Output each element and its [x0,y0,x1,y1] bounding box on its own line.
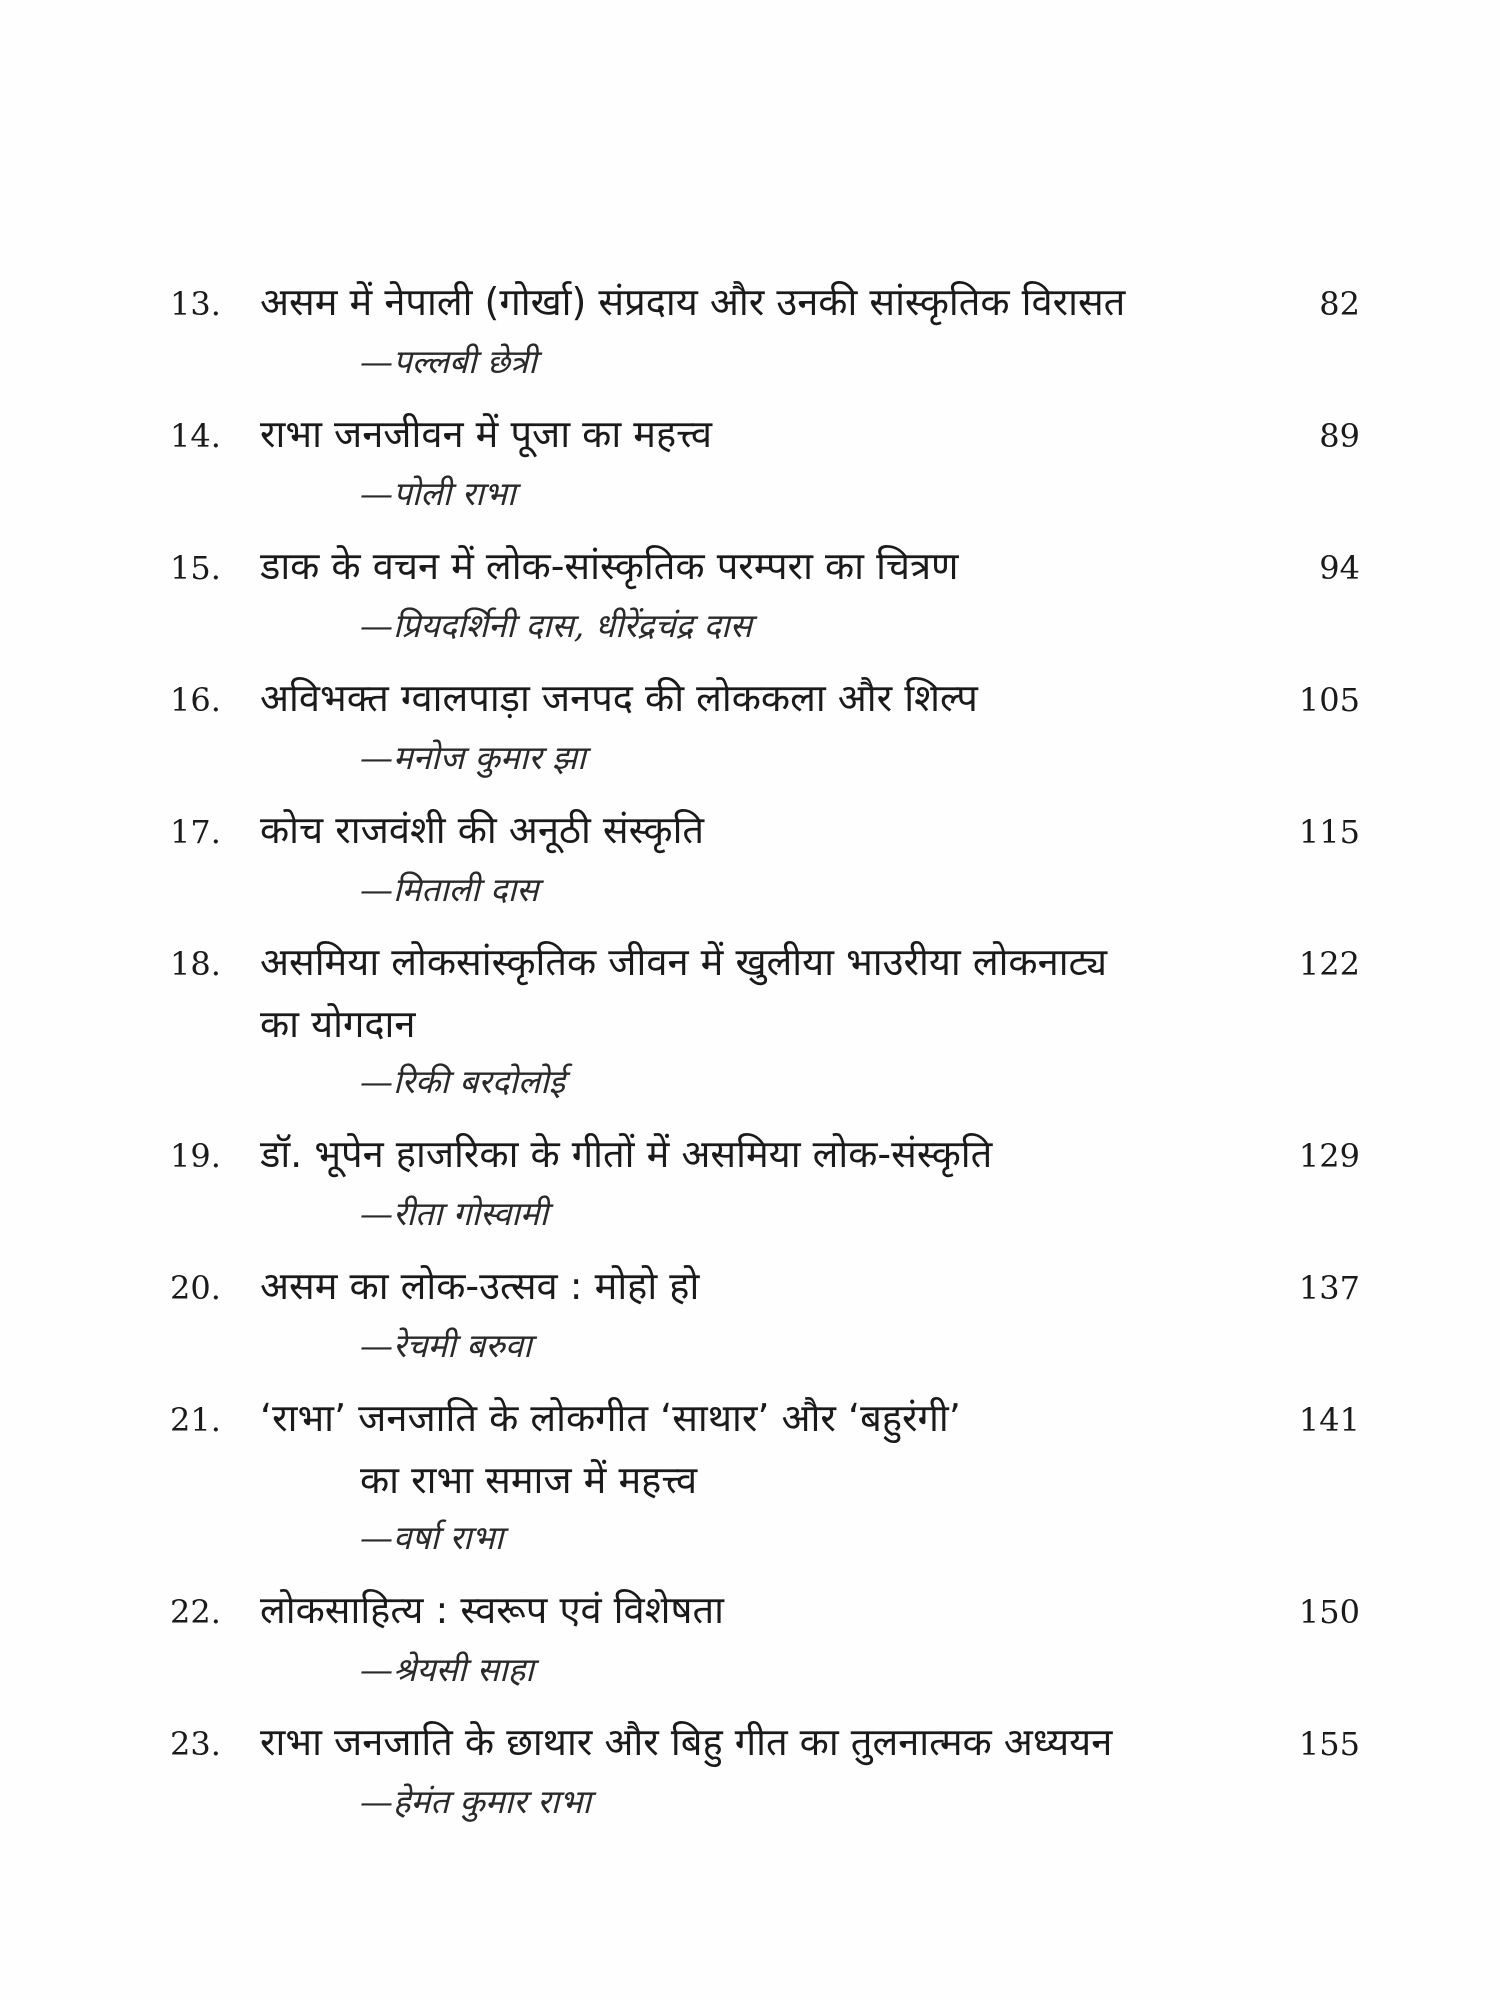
entry-title: असम में नेपाली (गोर्खा) संप्रदाय और उनकी सांस्कृतिक विरासत [260,280,1126,324]
entry-number: 19. [170,1137,221,1175]
entry-number: 23. [170,1725,221,1763]
entry-title-continuation: का योगदान [260,1002,416,1046]
entry-page-number: 141 [1298,1401,1360,1439]
entry-number: 16. [170,681,221,719]
entry-page-number: 82 [1319,285,1360,323]
entry-title: अविभक्त ग्वालपाड़ा जनपद की लोककला और शिल्प [260,676,978,720]
entry-author: —रीता गोस्वामी [360,1194,549,1233]
entry-author: —पोली राभा [360,474,516,513]
entry-author: —मिताली दास [360,870,539,909]
entry-page-number: 129 [1298,1137,1360,1175]
entry-page-number: 89 [1319,417,1360,455]
toc-entry-13 [170,270,1360,390]
toc-entry-15 [170,534,1360,654]
toc-entry-17 [170,798,1360,918]
entry-author: —मनोज कुमार झा [360,738,586,777]
entry-page-number: 122 [1298,945,1360,983]
entry-title-continuation: का राभा समाज में महत्त्व [360,1458,698,1502]
entry-number: 13. [170,285,221,323]
entry-number: 14. [170,417,221,455]
toc-entry-18 [170,930,1360,1110]
entry-number: 17. [170,813,221,851]
entry-title: असम का लोक-उत्सव : मोहो हो [260,1264,700,1308]
entry-author: —पल्लबी छेत्री [360,342,537,381]
toc-entry-16 [170,666,1360,786]
toc-entry-22 [170,1578,1360,1698]
entry-page-number: 115 [1298,813,1360,851]
entry-title: डॉ. भूपेन हाजरिका के गीतों में असमिया लोक-संस्कृति [260,1132,993,1176]
table-of-contents [170,270,1360,1842]
entry-page-number: 150 [1298,1593,1360,1631]
entry-page-number: 155 [1298,1725,1360,1763]
entry-number: 20. [170,1269,221,1307]
entry-title: ‘राभा’ जनजाति के लोकगीत ‘साथार’ और ‘बहुरंगी’ [260,1396,961,1440]
toc-entry-20 [170,1254,1360,1374]
entry-author: —रेचमी बरुवा [360,1326,532,1365]
entry-number: 22. [170,1593,221,1631]
entry-title: लोकसाहित्य : स्वरूप एवं विशेषता [260,1588,724,1632]
entry-page-number: 105 [1298,681,1360,719]
entry-author: —रिकी बरदोलोई [360,1062,565,1101]
entry-title: असमिया लोकसांस्कृतिक जीवन में खुलीया भाउरीया लोकनाट्य [260,940,1108,984]
toc-entry-14 [170,402,1360,522]
entry-number: 21. [170,1401,221,1439]
entry-author: —श्रेयसी साहा [360,1650,534,1689]
entry-author: —प्रियदर्शिनी दास, धीरेंद्रचंद्र दास [360,606,752,645]
toc-entry-19 [170,1122,1360,1242]
entry-page-number: 94 [1319,549,1360,587]
toc-entry-23 [170,1710,1360,1830]
entry-number: 18. [170,945,221,983]
toc-entry-21 [170,1386,1360,1566]
entry-page-number: 137 [1298,1269,1360,1307]
entry-title: डाक के वचन में लोक-सांस्कृतिक परम्परा का चित्रण [260,544,959,588]
entry-title: राभा जनजीवन में पूजा का महत्त्व [260,412,712,456]
entry-title: कोच राजवंशी की अनूठी संस्कृति [260,808,705,852]
entry-author: —वर्षा राभा [360,1518,504,1557]
entry-title: राभा जनजाति के छाथार और बिहु गीत का तुलनात्मक अध्ययन [260,1720,1113,1764]
entry-number: 15. [170,549,221,587]
entry-author: —हेमंत कुमार राभा [360,1782,591,1821]
